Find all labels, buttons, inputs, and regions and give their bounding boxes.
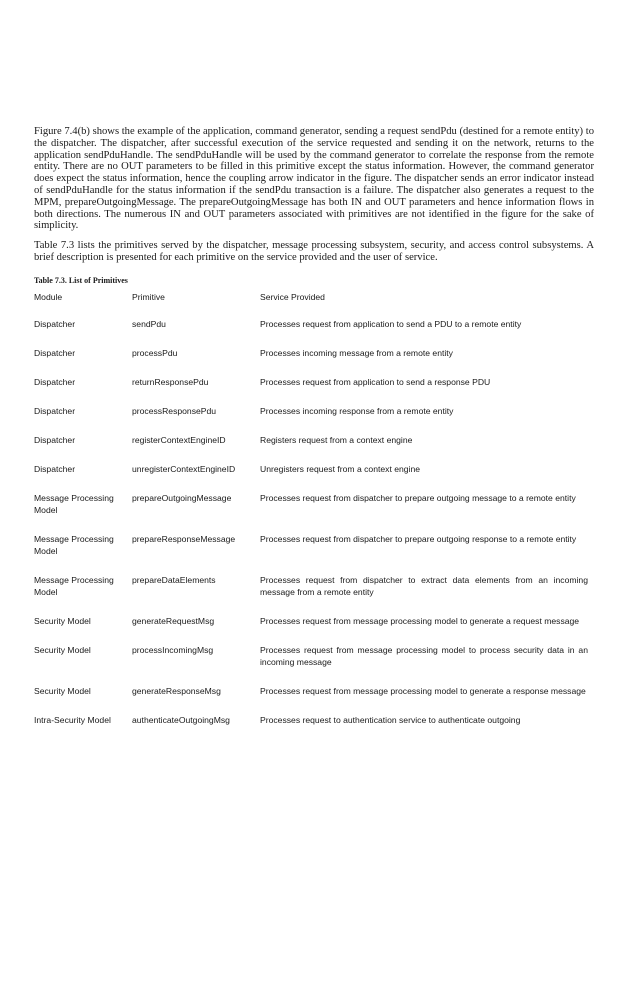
cell-primitive: returnResponsePdu [132, 376, 209, 387]
cell-service: Processes request from message processing model to process security data in an incoming message [260, 644, 588, 667]
cell-primitive: sendPdu [132, 318, 166, 329]
table-row [34, 492, 588, 533]
table-row [34, 347, 588, 376]
cell-service: Processes request from dispatcher to prepare outgoing response to a remote entity [260, 533, 577, 544]
cell-primitive: processIncomingMsg [132, 644, 214, 655]
body-paragraph-2: Table 7.3 lists the primitives served by the dispatcher, message processing subsystem, security, and access control subsystems. A brief description is presented for each primitive on the service provided and the user of service. [34, 240, 594, 263]
cell-primitive: unregisterContextEngineID [132, 463, 236, 474]
cell-module: Security Model [34, 644, 91, 655]
cell-service: Processes request from dispatcher to prepare outgoing message to a remote entity [260, 492, 576, 503]
cell-module: Dispatcher [34, 434, 76, 445]
cell-primitive: generateRequestMsg [132, 615, 215, 626]
table-row [34, 405, 588, 434]
cell-primitive: prepareOutgoingMessage [132, 492, 232, 503]
cell-primitive: authenticateOutgoingMsg [132, 714, 230, 725]
cell-service: Processes request from application to send a response PDU [260, 376, 491, 387]
cell-service: Processes incoming message from a remote entity [260, 347, 453, 358]
cell-primitive: registerContextEngineID [132, 434, 226, 445]
document-page [34, 126, 594, 726]
cell-primitive: prepareDataElements [132, 574, 216, 585]
header-primitive: Primitive [132, 291, 165, 302]
cell-module: Dispatcher [34, 405, 76, 416]
cell-module: Message Processing Model [34, 533, 114, 556]
table-row [34, 574, 588, 615]
cell-module: Security Model [34, 685, 91, 696]
cell-primitive: processPdu [132, 347, 178, 358]
cell-service: Processes request from application to send a PDU to a remote entity [260, 318, 522, 329]
cell-service: Registers request from a context engine [260, 434, 413, 445]
table-row [34, 644, 588, 685]
table-row [34, 434, 588, 463]
cell-module: Intra-Security Model [34, 714, 111, 725]
cell-primitive: prepareResponseMessage [132, 533, 236, 544]
cell-module: Dispatcher [34, 463, 76, 474]
header-service-provided: Service Provided [260, 291, 325, 302]
cell-service: Processes request from message processing model to generate a response message [260, 685, 586, 696]
cell-module: Dispatcher [34, 318, 76, 329]
cell-module: Dispatcher [34, 347, 76, 358]
cell-module: Message Processing Model [34, 492, 114, 515]
cell-primitive: generateResponseMsg [132, 685, 221, 696]
cell-service: Processes request from dispatcher to extract data elements from an incoming message from a remote entity [260, 574, 588, 597]
cell-module: Message Processing Model [34, 574, 114, 597]
table-row [34, 533, 588, 574]
primitives-table [34, 291, 588, 726]
cell-service: Processes request to authentication service to authenticate outgoing [260, 714, 521, 725]
cell-primitive: processResponsePdu [132, 405, 217, 416]
table-row [34, 714, 588, 726]
cell-service: Processes request from message processing model to generate a request message [260, 615, 580, 626]
body-paragraph-1: Figure 7.4(b) shows the example of the application, command generator, sending a request sendPdu (destined for a remote entity) to the dispatcher. The dispatcher, after successful execution of the service requested and sending it on the network, returns to the application sendPduHandle. The sendPduHandle will be used by the command generator to correlate the response from the remote entity. There are no OUT parameters to be filled in this primitive except the status information. However, the command generator does expect the status information, hence the coupling arrow indicator in the figure. The dispatcher sends an error indicator instead of sendPduHandle for the status information if the sendPdu transaction is a failure. The dispatcher also generates a request to the MPM, prepareOutgoingMessage. The prepareOutgoingMessage has both IN and OUT parameters and hence information flows in both directions. The numerous IN and OUT parameters associated with primitives are not identified in the figure for the sake of simplicity. [34, 126, 594, 232]
table-caption: Table 7.3. List of Primitives [34, 275, 128, 285]
cell-module: Dispatcher [34, 376, 76, 387]
header-module: Module [34, 291, 63, 302]
table-header-row [34, 291, 588, 318]
table-row [34, 318, 588, 347]
cell-service: Processes incoming response from a remote entity [260, 405, 454, 416]
table-row [34, 685, 588, 714]
table-row [34, 463, 588, 492]
table-row [34, 376, 588, 405]
table-row [34, 615, 588, 644]
cell-service: Unregisters request from a context engine [260, 463, 421, 474]
cell-module: Security Model [34, 615, 91, 626]
